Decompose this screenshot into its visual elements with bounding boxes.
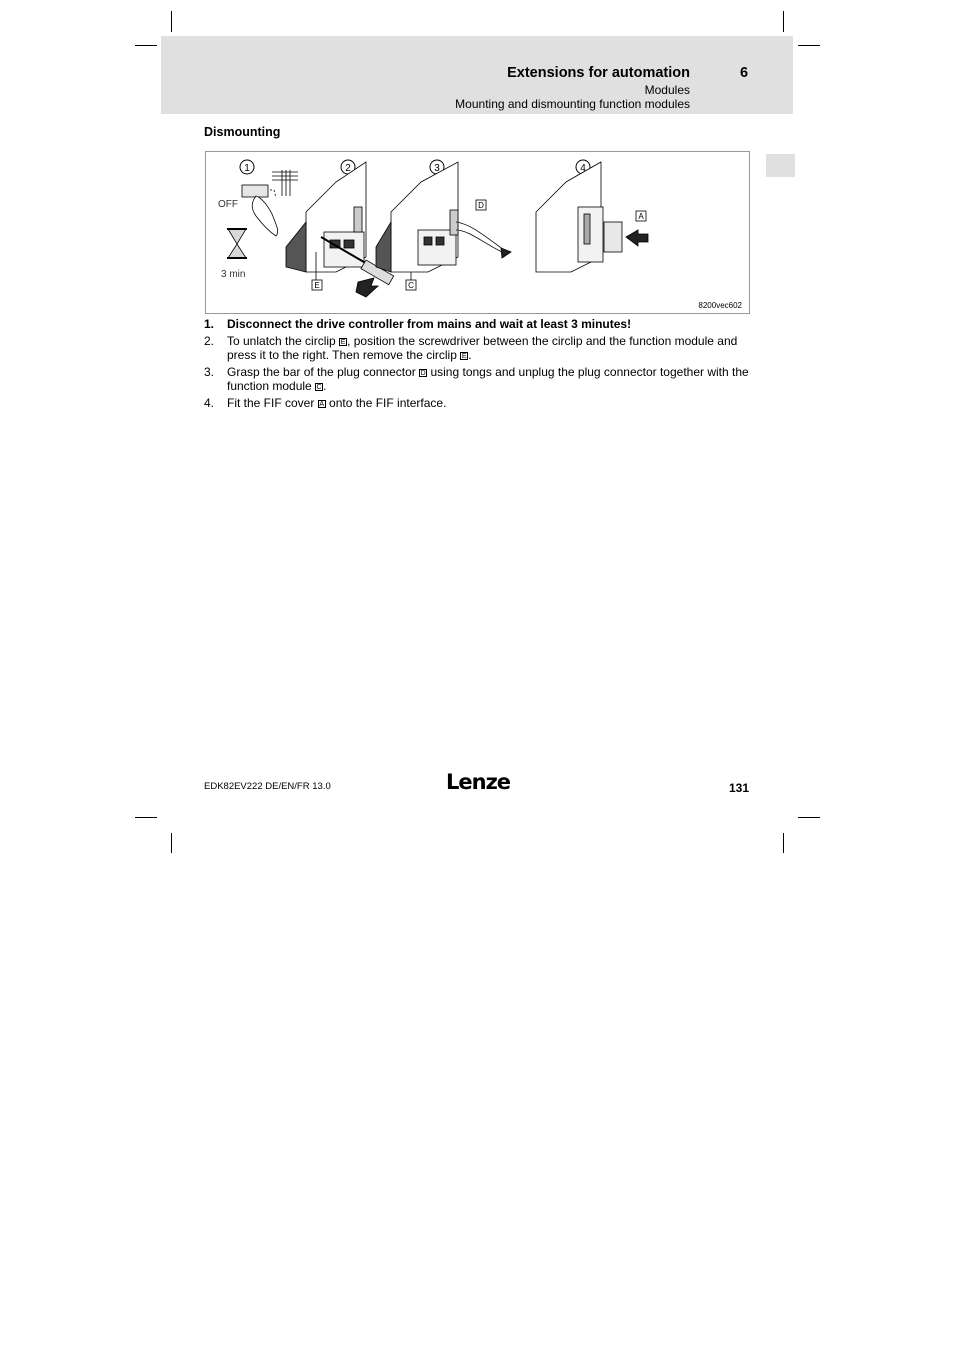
figure-drawing (206, 152, 751, 315)
label-d-inline: D (420, 370, 426, 377)
lenze-logo: Lenze (446, 770, 511, 794)
crop-mark (798, 817, 820, 818)
label-e-inline: E (461, 353, 467, 360)
chapter-title: Extensions for automation (507, 65, 690, 81)
label-e-inline: E (340, 339, 346, 346)
chapter-side-tab (766, 154, 795, 177)
off-label: OFF (218, 199, 238, 210)
label-c: C (408, 281, 414, 290)
subtitle-section: Mounting and dismounting function modules (455, 97, 690, 111)
chapter-number: 6 (740, 65, 749, 81)
label-a: A (638, 212, 644, 221)
step-number-4: 4 (580, 163, 586, 174)
crop-mark (171, 11, 172, 32)
crop-mark (135, 45, 157, 46)
label-e: E (314, 281, 320, 290)
label-d: D (478, 201, 484, 210)
step-list (204, 317, 752, 413)
crop-mark (171, 833, 172, 853)
subtitle-modules: Modules (644, 83, 690, 97)
list-item: 1. Disconnect the drive controller from mains and wait at least 3 minutes! (204, 317, 632, 331)
list-item: 3. Grasp the bar of the plug connector D using tongs and unplug the plug connector together with the function module C. (204, 365, 749, 393)
wait-time-label: 3 min (221, 269, 246, 280)
step-number-2: 2 (345, 163, 351, 174)
crop-mark (798, 45, 820, 46)
figure-code: 8200vec602 (698, 301, 742, 310)
document-code: EDK82EV222 DE/EN/FR 13.0 (204, 781, 331, 792)
crop-mark (783, 833, 784, 853)
step-number-3: 3 (434, 163, 440, 174)
crop-mark (135, 817, 157, 818)
section-heading: Dismounting (204, 125, 281, 139)
crop-mark (783, 11, 784, 32)
dismounting-figure (205, 151, 750, 314)
page-number: 131 (728, 781, 749, 795)
label-a-inline: A (319, 401, 325, 408)
list-item: 2. To unlatch the circlip E , position the screwdriver between the circlip and the function module and press it to the right. Then remove the circlip E . (204, 334, 738, 362)
label-c-inline: C (316, 384, 322, 391)
list-item: 4. Fit the FIF cover A onto the FIF interface. (204, 396, 447, 410)
step-number-1: 1 (244, 163, 250, 174)
